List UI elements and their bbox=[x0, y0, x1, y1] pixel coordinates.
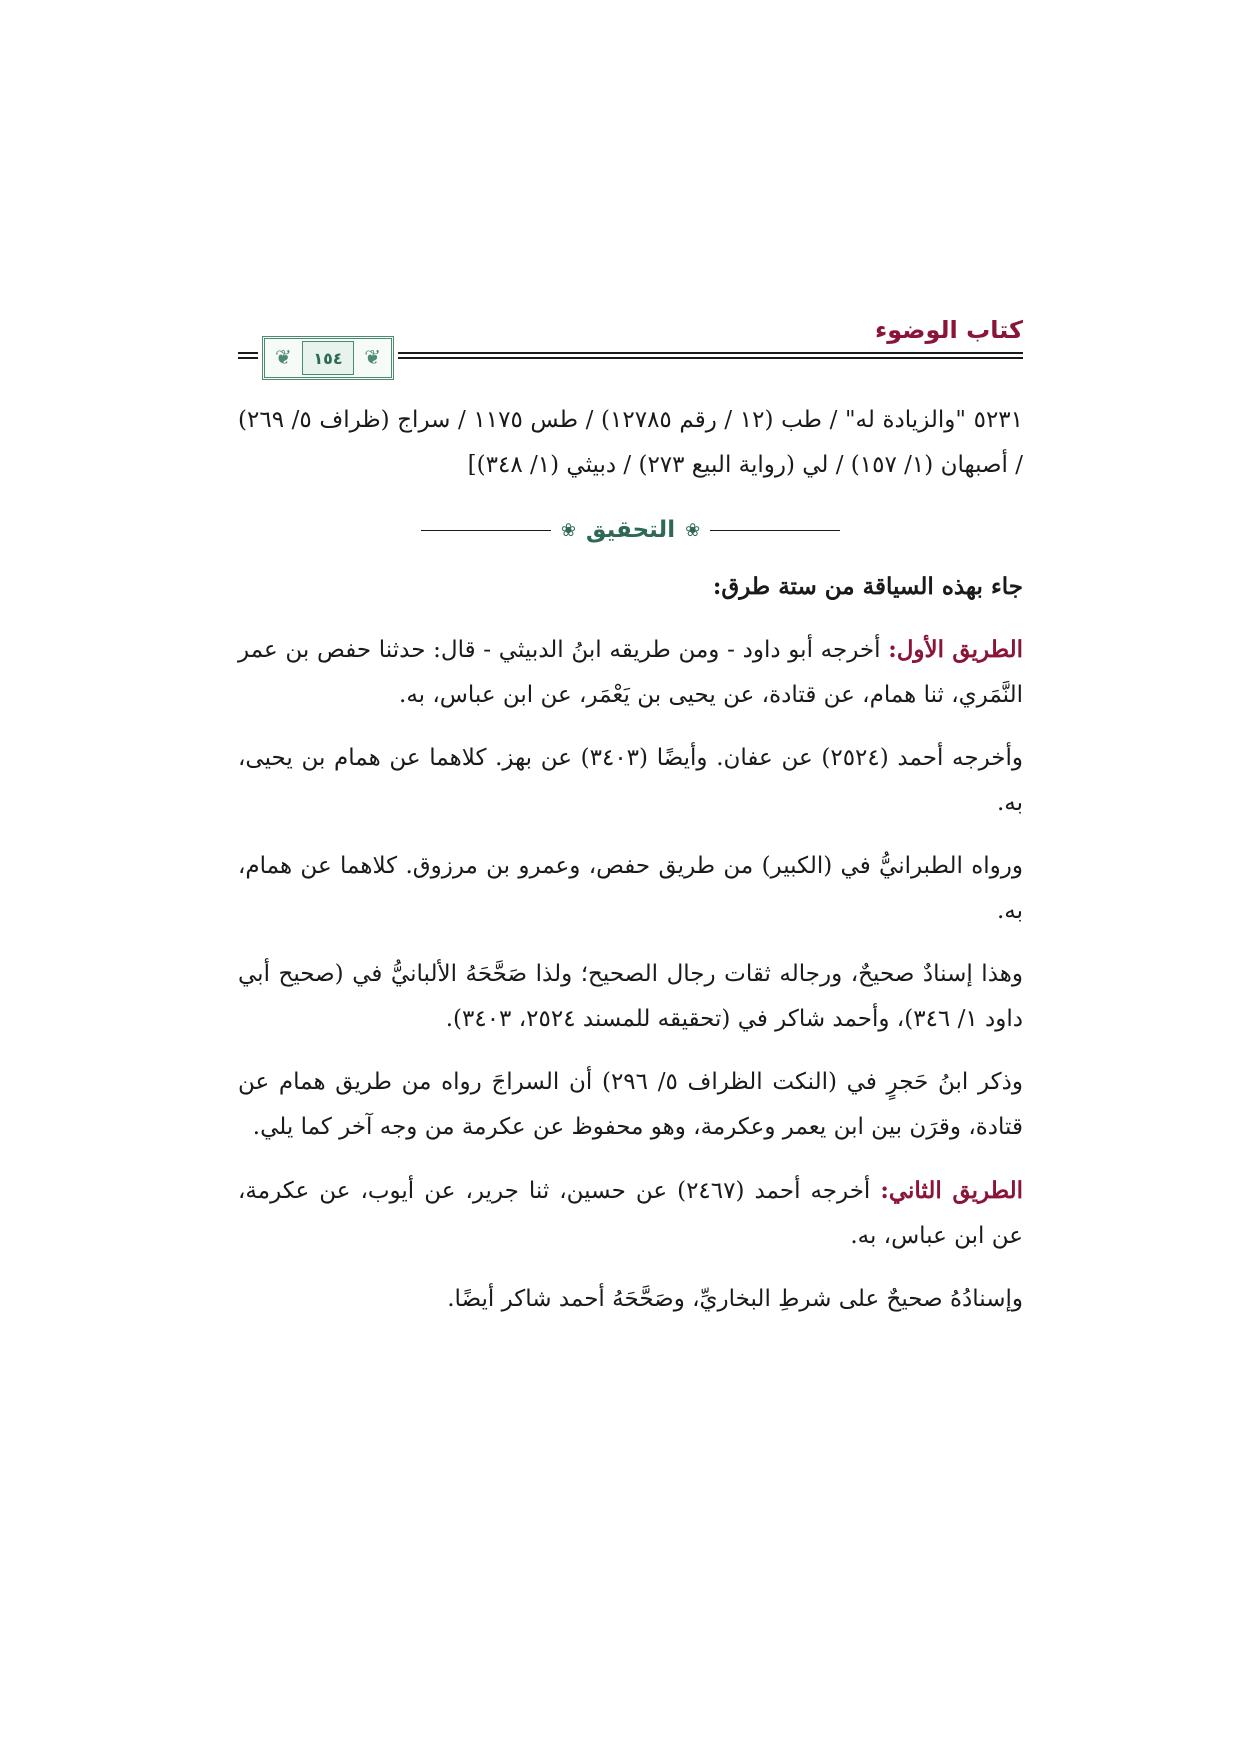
ornament-icon: ❀ bbox=[560, 519, 576, 541]
section-title: التحقيق bbox=[585, 516, 676, 543]
ornament-icon: ❀ bbox=[685, 519, 701, 541]
header-rule bbox=[398, 352, 1023, 359]
page-body bbox=[238, 398, 1023, 1340]
ornament-icon: ❦ bbox=[275, 345, 292, 369]
paragraph-text: أخرجه أبو داود - ومن طريقه ابنُ الدبيثي - قال: حدثنا حفص بن عمر النَّمَري، ثنا همام، عن قتادة، عن يحيى بن يَعْمَر، عن ابن عباس، به. bbox=[238, 637, 1023, 708]
intro-paragraph: جاء بهذه السياقة من ستة طرق: bbox=[712, 573, 1023, 600]
paragraph-ibn-hajar: وذكر ابنُ حَجرٍ في (النكت الظراف ٥/ ٢٩٦) أن السراجَ رواه من طريق همام عن قتادة، وقرَن بين ابن يعمر وعكرمة، وهو محفوظ عن عكرمة من وجه آخر كما يلي. bbox=[238, 1069, 1023, 1140]
book-page bbox=[238, 300, 1023, 1560]
page-number-badge bbox=[262, 336, 394, 380]
route-label-second: الطريق الثاني: bbox=[880, 1177, 1023, 1204]
paragraph-text: أخرجه أحمد (٢٤٦٧) عن حسين، ثنا جرير، عن أيوب، عن عكرمة، عن ابن عباس، به. bbox=[238, 1178, 1023, 1249]
divider-line bbox=[421, 530, 551, 531]
references-paragraph: ٥٢٣١ "والزيادة له" / طب (١٢ / رقم ١٢٧٨٥) / طس ١١٧٥ / سراج (ظراف ٥/ ٢٦٩) / أصبهان (١/ ١٥٧) / لي (رواية البيع ٢٧٣) / دبيثي (١/ ٣٤٨)] bbox=[238, 407, 1024, 478]
page-number: ١٥٤ bbox=[302, 341, 354, 375]
divider-line bbox=[710, 530, 840, 531]
route-label-first: الطريق الأول: bbox=[888, 636, 1023, 663]
paragraph-ahmad: وأخرجه أحمد (٢٥٢٤) عن عفان. وأيضًا (٣٤٠٣) عن بهز. كلاهما عن همام بن يحيى، به. bbox=[238, 745, 1024, 816]
paragraph-first-route bbox=[238, 627, 1023, 718]
paragraph-isnad: وهذا إسنادٌ صحيحٌ، ورجاله ثقات رجال الصحيح؛ ولذا صَحَّحَهُ الألبانيُّ في (صحيح أبي داود ١/ ٣٤٦)، وأحمد شاكر في (تحقيقه للمسند ٢٥٢٤، ٣٤٠٣). bbox=[238, 961, 1023, 1032]
header-rule-short bbox=[238, 352, 258, 359]
running-header-title: كتاب الوضوء bbox=[874, 316, 1023, 344]
paragraph-tabarani: ورواه الطبرانيُّ في (الكبير) من طريق حفص، وعمرو بن مرزوق. كلاهما عن همام، به. bbox=[238, 853, 1023, 924]
paragraph-second-route bbox=[238, 1168, 1023, 1259]
ornament-icon: ❦ bbox=[364, 345, 381, 369]
section-divider bbox=[238, 502, 1023, 558]
paragraph-isnad-bukhari: وإسنادُهُ صحيحٌ على شرطِ البخاريِّ، وصَحَّحَهُ أحمد شاكر أيضًا. bbox=[447, 1286, 1023, 1312]
